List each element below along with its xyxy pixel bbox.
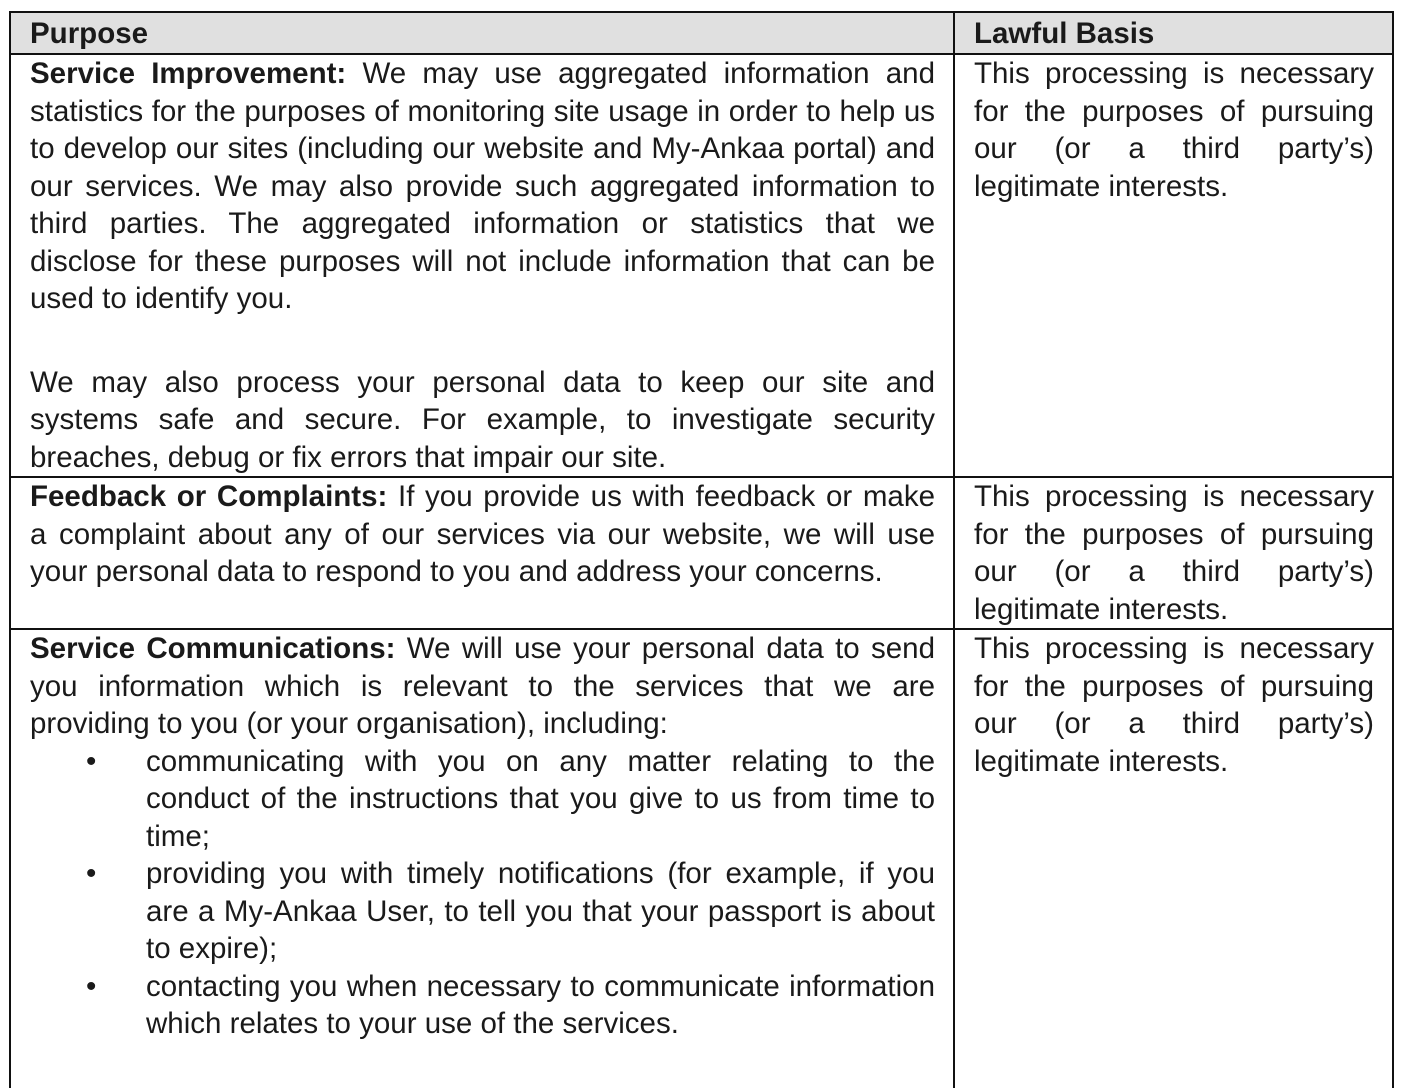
lawful-basis-cell: This processing is necessary for the purposes of pursuing our (or a third party’s) legitimate interests. <box>954 629 1393 1088</box>
purpose-paragraph <box>30 55 935 318</box>
purpose-heading: Feedback or Complaints: <box>30 480 388 513</box>
table-row <box>10 54 1393 477</box>
purpose-heading: Service Improvement: <box>30 57 347 90</box>
purpose-paragraph-secondary: We may also process your personal data to keep our site and systems safe and secure. For example, to investigate security breaches, debug or fix errors that impair our site. <box>30 365 935 474</box>
list-item <box>86 743 935 856</box>
purpose-cell-feedback-complaints <box>10 477 954 629</box>
lawful-basis-table <box>9 11 1394 1088</box>
bullet-icon: • <box>86 744 97 778</box>
list-item <box>86 968 935 1043</box>
paragraph-spacer <box>30 318 935 364</box>
lawful-basis-cell: This processing is necessary for the purposes of pursuing our (or a third party’s) legitimate interests. <box>954 477 1393 629</box>
bullet-list <box>30 743 935 1043</box>
list-item-text: contacting you when necessary to communicate information which relates to your use of the services. <box>146 969 935 1040</box>
purpose-column-header: Purpose <box>10 12 954 54</box>
purpose-cell-service-improvement <box>10 54 954 477</box>
purpose-cell-service-communications <box>10 629 954 1088</box>
list-item <box>86 855 935 968</box>
purpose-heading: Service Communications: <box>30 632 396 665</box>
table-header-row <box>10 12 1393 54</box>
bullet-icon: • <box>86 857 97 890</box>
purpose-text: We will use your personal data to send you information which is relevant to the services that we are providing to you (or your organisation), including: <box>30 632 935 740</box>
table-row <box>10 477 1393 629</box>
lawful-basis-cell: This processing is necessary for the purposes of pursuing our (or a third party’s) legitimate interests. <box>954 54 1393 477</box>
list-item-text: communicating with you on any matter relating to the conduct of the instructions that you give to us from time to time; <box>146 744 935 853</box>
lawful-basis-column-header: Lawful Basis <box>954 12 1393 54</box>
bullet-icon: • <box>86 969 97 1003</box>
list-item-text: providing you with timely notifications (for example, if you are a My-Ankaa User, to tell you that your passport is about to expire); <box>146 857 935 965</box>
table-row <box>10 629 1393 1088</box>
purpose-paragraph <box>30 630 935 743</box>
purpose-paragraph <box>30 478 935 591</box>
purpose-text: If you provide us with feedback or make a complaint about any of our services via our website, we will use your personal data to respond to you and address your concerns. <box>30 480 935 588</box>
purpose-text: We may use aggregated information and statistics for the purposes of monitoring site usage in order to help us to develop our sites (including our website and My-Ankaa portal) and our services. We may also provide such aggregated information to third parties. The aggregated information or statistics that we disclose for these purposes will not include information that can be used to identify you. <box>30 57 935 315</box>
